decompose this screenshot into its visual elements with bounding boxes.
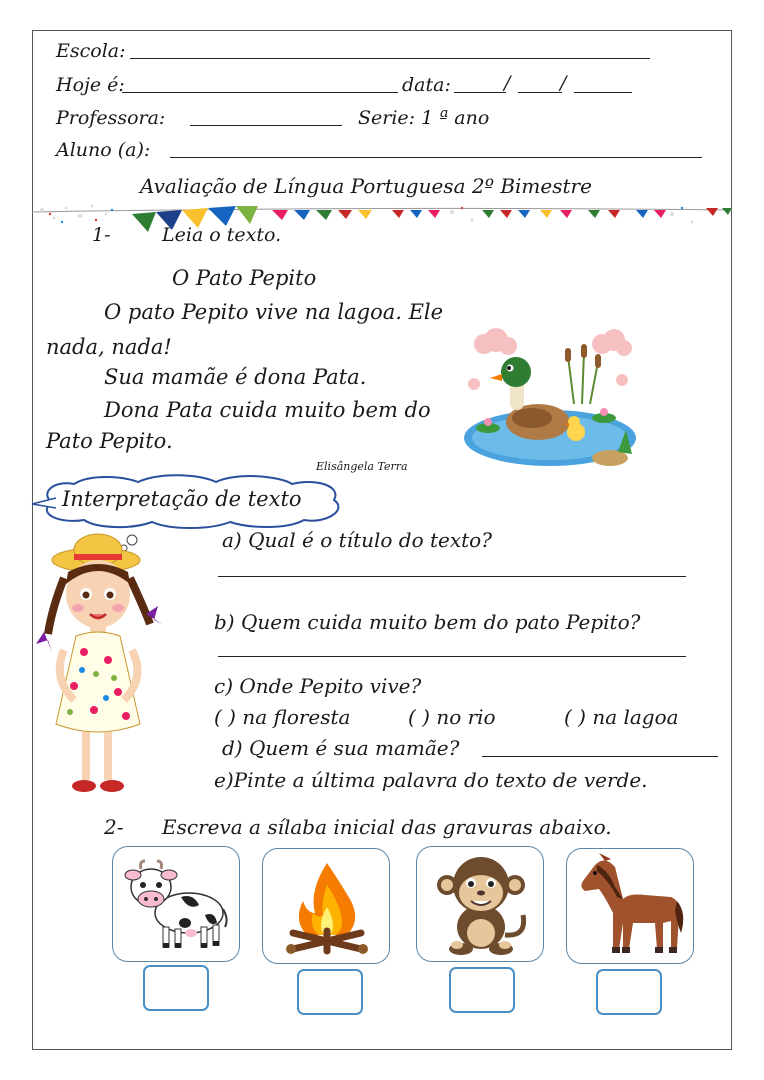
answer-box-fire[interactable] (297, 969, 363, 1015)
aluno-line[interactable] (170, 157, 702, 158)
question-c: c) Onde Pepito vive? (214, 674, 422, 698)
hoje-line[interactable] (122, 92, 398, 93)
question-e: e)Pinte a última palavra do texto de verde. (214, 768, 648, 792)
date-day-line[interactable] (454, 92, 506, 93)
date-month-line[interactable] (518, 92, 562, 93)
answer-box-horse[interactable] (596, 969, 662, 1015)
monkey-icon (427, 853, 535, 957)
duck-pond-illustration (462, 326, 642, 470)
option-lagoa[interactable]: ( ) na lagoa (564, 705, 679, 729)
escola-line[interactable] (130, 58, 650, 59)
escola-label: Escola: (56, 40, 126, 62)
horse-picture-card (566, 848, 694, 964)
assessment-title: Avaliação de Língua Portuguesa 2º Bimestre (140, 174, 592, 198)
answer-a-line[interactable] (218, 576, 686, 577)
story-line-4: Dona Pata cuida muito bem do (104, 398, 431, 422)
aluno-label: Aluno (a): (56, 139, 151, 161)
story-line-5: Pato Pepito. (46, 429, 173, 453)
date-sep-1: / (504, 72, 511, 94)
date-year-line[interactable] (574, 92, 632, 93)
professora-label: Professora: (56, 107, 166, 129)
serie-label: Serie: 1 ª ano (358, 107, 490, 129)
monkey-picture-card (416, 846, 544, 962)
professora-line[interactable] (190, 125, 342, 126)
interpretation-heading: Interpretação de texto (62, 487, 302, 511)
story-line-1: O pato Pepito vive na lagoa. Ele (104, 300, 444, 324)
bunting-decoration (32, 198, 732, 238)
option-rio[interactable]: ( ) no rio (408, 705, 496, 729)
story-line-3: Sua mamãe é dona Pata. (104, 365, 367, 389)
cow-icon (123, 855, 231, 953)
girl-illustration (34, 528, 166, 800)
q2-number: 2- (104, 815, 124, 839)
answer-d-line[interactable] (482, 756, 718, 757)
story-line-2: nada, nada! (46, 335, 172, 359)
answer-box-monkey[interactable] (449, 967, 515, 1013)
story-author: Elisângela Terra (316, 460, 408, 473)
q2-instruction: Escreva a sílaba inicial das gravuras abaixo. (162, 815, 612, 839)
option-floresta[interactable]: ( ) na floresta (214, 705, 351, 729)
date-sep-2: / (560, 72, 567, 94)
fire-icon (273, 857, 381, 957)
q1-instruction: Leia o texto. (162, 224, 282, 246)
cow-picture-card (112, 846, 240, 962)
question-a: a) Qual é o título do texto? (222, 528, 492, 552)
story-title: O Pato Pepito (172, 266, 317, 290)
horse-icon (575, 853, 687, 959)
q1-number: 1- (92, 224, 111, 246)
data-label: data: (402, 74, 451, 96)
hoje-label: Hoje é: (56, 74, 125, 96)
answer-box-cow[interactable] (143, 965, 209, 1011)
question-b: b) Quem cuida muito bem do pato Pepito? (214, 610, 641, 634)
fire-picture-card (262, 848, 390, 964)
answer-b-line[interactable] (218, 656, 686, 657)
question-d: d) Quem é sua mamãe? (222, 736, 460, 760)
